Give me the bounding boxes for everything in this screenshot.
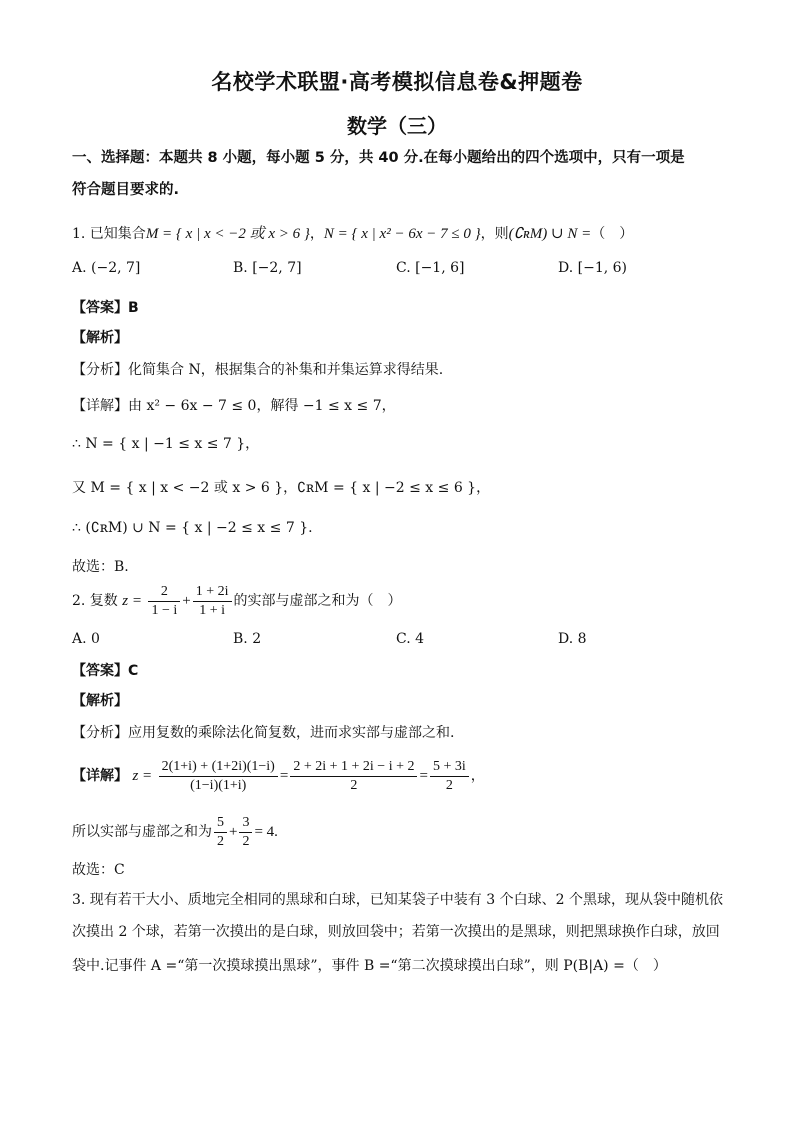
q2-sum-fraction-2: $\frac{3}{2}$	[239, 814, 252, 851]
q3-line-1: 3. 现有若干大小、质地完全相同的黑球和白球，已知某袋子中装有 3 个白球、2 个黑球，现从袋中随机依	[72, 892, 723, 908]
question-1-stem	[72, 224, 633, 244]
q2-analysis-label: 【解析】	[72, 693, 128, 709]
q1-mid: ，则	[480, 226, 509, 242]
q2-fraction-1: $\frac{2}{1 - i}$	[148, 583, 180, 620]
q2-suffix: 的实部与虚部之和为（ ）	[233, 593, 402, 609]
q2-z: z =	[122, 593, 142, 609]
q2-detail-fraction-2: $\frac{2 + 2i + 1 + 2i - i + 2}{2}$	[290, 758, 417, 795]
q2-xiangjie-label: 【详解】	[72, 768, 128, 784]
q2-xiangjie: 【详解】 z = $\frac{2(1+i) + (1+2i)(1-i)}{(1-i)(1+i)}$ = $\frac{2 + 2i + 1 + 2i - i + 2}{2}$ = $\frac{5 + 3i}{2}$ ，	[72, 758, 485, 793]
q1-option-c: C. [−1, 6]	[396, 260, 465, 276]
q1-option-d: D. [−1, 6)	[558, 260, 627, 276]
q1-set-m: M = { x | x < −2 或 x > 6 }	[145, 226, 310, 242]
q2-sum-line: 所以实部与虚部之和为 $\frac{5}{2}$ + $\frac{3}{2}$ = 4.	[72, 814, 278, 849]
q2-choose: 故选：C	[72, 862, 125, 878]
exam-title: 名校学术联盟·高考模拟信息卷&押题卷	[211, 70, 583, 94]
q3-line-3: 袋中.记事件 A =“第一次摸球摸出黑球”，事件 B =“第二次摸球摸出白球”，则 P(B|A) =（ ）	[72, 958, 667, 974]
q1-expression: (∁ʀM) ∪ N =	[508, 226, 592, 242]
q1-prefix: 1. 已知集合	[72, 226, 146, 242]
q1-answer: 【答案】B	[72, 300, 139, 316]
q1-sep: ，	[309, 226, 324, 242]
q2-fenxi: 【分析】应用复数的乘除法化简复数，进而求实部与虚部之和.	[72, 725, 455, 741]
q2-prefix: 2. 复数	[72, 593, 118, 609]
q1-set-n: N = { x | x² − 6x − 7 ≤ 0 }	[323, 226, 481, 242]
q1-step-3: ∴ (∁ʀM) ∪ N = { x | −2 ≤ x ≤ 7 }.	[72, 520, 313, 536]
exam-subtitle: 数学（三）	[347, 114, 447, 138]
q2-fraction-2: $\frac{1 + 2i}{1 + i}$	[193, 583, 232, 620]
q2-detail-fraction-3: $\frac{5 + 3i}{2}$	[430, 758, 469, 795]
q1-fenxi: 【分析】化简集合 N，根据集合的补集和并集运算求得结果.	[72, 362, 444, 378]
q1-step-1: ∴ N = { x | −1 ≤ x ≤ 7 }，	[72, 436, 260, 452]
q1-option-a: A. (−2, 7]	[72, 260, 141, 276]
section-heading-line-2: 符合题目要求的.	[72, 182, 180, 198]
section-heading-line-1: 一、选择题：本题共 8 小题，每小题 5 分，共 40 分.在每小题给出的四个选项中，只有一项是	[72, 150, 685, 166]
q2-answer: 【答案】C	[72, 663, 139, 679]
q1-xiangjie: 【详解】由 x² − 6x − 7 ≤ 0，解得 −1 ≤ x ≤ 7，	[72, 398, 396, 414]
q2-option-a: A. 0	[72, 631, 100, 647]
q3-line-2: 次摸出 2 个球，若第一次摸出的是白球，则放回袋中；若第一次摸出的是黑球，则把黑球换作白球，放回	[72, 924, 720, 940]
q1-step-2: 又 M = { x | x < −2 或 x > 6 }，∁ʀM = { x | −2 ≤ x ≤ 6 }，	[72, 480, 491, 496]
q2-detail-fraction-1: $\frac{2(1+i) + (1+2i)(1-i)}{(1-i)(1+i)}$	[159, 758, 278, 795]
q1-choose: 故选：B.	[72, 559, 129, 575]
q2-option-c: C. 4	[396, 631, 425, 647]
q2-option-b: B. 2	[233, 631, 262, 647]
q2-option-d: D. 8	[558, 631, 587, 647]
q1-option-b: B. [−2, 7]	[233, 260, 302, 276]
q2-sum-fraction-1: $\frac{5}{2}$	[214, 814, 227, 851]
q1-analysis-label: 【解析】	[72, 330, 128, 346]
question-2-stem: 2. 复数 z = $\frac{2}{1 - i}$ + $\frac{1 + 2i}{1 + i}$ 的实部与虚部之和为（ ）	[72, 583, 402, 618]
q1-paren: （ ）	[591, 226, 634, 242]
